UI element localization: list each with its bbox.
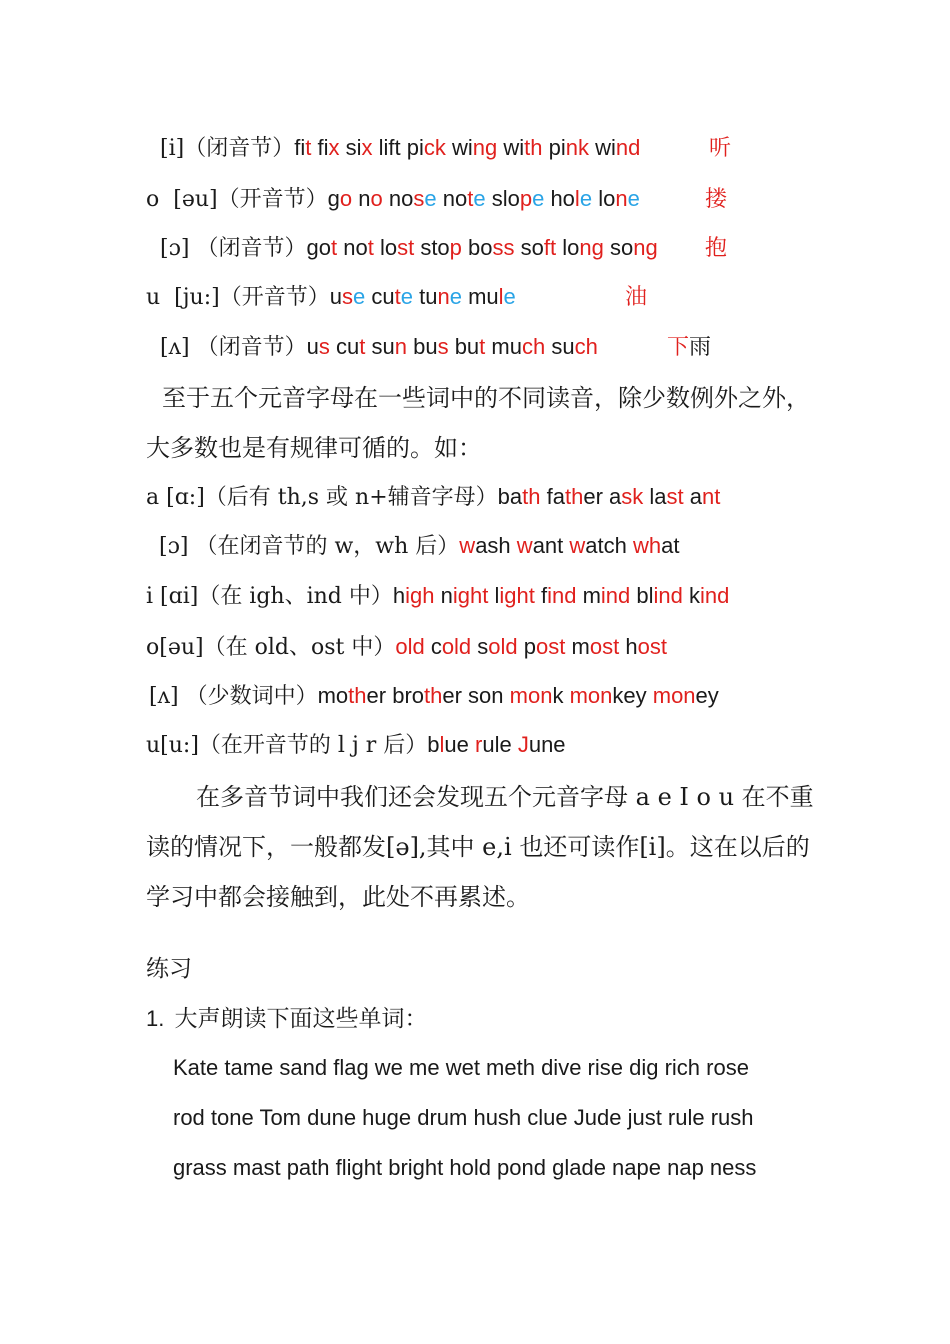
special-word-part: w bbox=[569, 533, 586, 558]
rule-line-o bbox=[146, 184, 640, 215]
special-word-part: a bbox=[689, 484, 703, 509]
rule-word-part: th bbox=[524, 135, 543, 160]
rule-line-u bbox=[146, 282, 516, 313]
special-word bbox=[570, 683, 647, 708]
special-word-part: wh bbox=[633, 533, 662, 558]
special-word-part: ba bbox=[497, 484, 523, 509]
special-word bbox=[459, 533, 510, 558]
rule-word bbox=[330, 284, 366, 309]
rule-word-part: x bbox=[328, 135, 340, 160]
special-label: i [ɑi]（在 igh、ind 中） bbox=[146, 584, 393, 609]
rule-word bbox=[419, 284, 462, 309]
rule-word-part: t bbox=[467, 186, 474, 211]
rule-word-part: st bbox=[397, 235, 415, 260]
special-word-part: th bbox=[522, 484, 541, 509]
special-label: o[əu]（在 old、ost 中） bbox=[146, 635, 396, 660]
special-word bbox=[636, 583, 682, 608]
special-word bbox=[541, 583, 576, 608]
special-word-part: er bbox=[366, 683, 387, 708]
rule-word-part: lo bbox=[598, 186, 616, 211]
special-word bbox=[431, 634, 471, 659]
rule-word-part: s bbox=[437, 334, 449, 359]
special-word-part: ost bbox=[589, 634, 620, 659]
rule-word bbox=[521, 235, 556, 260]
special-word-part: sk bbox=[621, 484, 644, 509]
special-word-part: c bbox=[430, 634, 442, 659]
special-word-part: th bbox=[424, 683, 443, 708]
rule-word-part: e bbox=[449, 284, 462, 309]
special-word-part: old bbox=[441, 634, 472, 659]
rule-word-part: ss bbox=[492, 235, 515, 260]
rule-word-part: slo bbox=[491, 186, 520, 211]
special-word bbox=[494, 583, 534, 608]
rule-word bbox=[598, 186, 640, 211]
special-word-part: th bbox=[564, 484, 584, 509]
rule-word-part: cu bbox=[371, 284, 395, 309]
special-word-part: nt bbox=[702, 484, 721, 509]
rule-note-short-u-tail: 雨 bbox=[689, 334, 712, 359]
special-word-part: ost bbox=[637, 634, 667, 659]
rule-word-part: o bbox=[339, 186, 353, 211]
special-word-part: igh bbox=[405, 583, 435, 608]
rule-word-part: bu bbox=[413, 334, 438, 359]
rule-word-part: e bbox=[400, 284, 413, 309]
special-word-part: th bbox=[348, 683, 367, 708]
rule-note-short-o: 抱 bbox=[705, 235, 728, 260]
special-word bbox=[498, 484, 541, 509]
rule-word-part: ch bbox=[521, 334, 546, 359]
rule-word-part: fi bbox=[317, 135, 329, 160]
rule-word-part: p bbox=[519, 186, 533, 211]
special-word bbox=[690, 484, 721, 509]
special-word-part: key bbox=[612, 683, 647, 708]
special-word-part: h bbox=[392, 583, 406, 608]
special-word-part: ind bbox=[547, 583, 577, 608]
rule-word-part: go bbox=[306, 235, 331, 260]
exercise-heading: 练习 bbox=[146, 956, 192, 982]
special-line-o-w bbox=[152, 531, 680, 562]
special-word-part: bl bbox=[636, 583, 654, 608]
special-word-part: old bbox=[488, 634, 518, 659]
special-word-part: J bbox=[517, 732, 529, 757]
special-word-part: a bbox=[609, 484, 622, 509]
rule-word-part: pi bbox=[548, 135, 566, 160]
special-word bbox=[649, 484, 683, 509]
special-word bbox=[518, 732, 566, 757]
special-word-part: w bbox=[516, 533, 533, 558]
rule-word-part: fi bbox=[294, 135, 306, 160]
rule-word-part: mu bbox=[468, 284, 499, 309]
rule-word bbox=[346, 135, 373, 160]
rule-word bbox=[371, 334, 407, 359]
rule-word bbox=[380, 235, 414, 260]
exercise-words-line-1: Kate tame sand flag we me wet meth dive rise dig rich rose bbox=[173, 1055, 749, 1080]
special-word bbox=[653, 683, 719, 708]
rule-word-part: e bbox=[503, 284, 516, 309]
rule-word bbox=[443, 186, 486, 211]
rule-word-part: cu bbox=[335, 334, 360, 359]
rule-word-part: si bbox=[345, 135, 362, 160]
special-word-part: m bbox=[571, 634, 590, 659]
rule-word bbox=[307, 334, 330, 359]
special-word bbox=[468, 683, 503, 708]
rule-word-part: lo bbox=[379, 235, 398, 260]
rule-label: [ʌ] （闭音节） bbox=[146, 335, 307, 360]
special-word bbox=[510, 683, 564, 708]
special-label: [ɔ] （在闭音节的 w，wh 后） bbox=[152, 534, 460, 559]
special-word-part: er bbox=[442, 683, 462, 708]
special-word bbox=[395, 634, 424, 659]
rule-word-part: e bbox=[579, 186, 593, 211]
special-word bbox=[572, 634, 620, 659]
rule-word bbox=[407, 135, 446, 160]
rule-word-part: g bbox=[327, 186, 340, 211]
rule-word-part: e bbox=[532, 186, 545, 211]
rule-word bbox=[562, 235, 604, 260]
rule-word bbox=[468, 235, 514, 260]
special-word bbox=[477, 634, 517, 659]
rule-label: [i]（闭音节） bbox=[146, 136, 295, 161]
special-line-a bbox=[146, 482, 720, 513]
rule-word-part: o bbox=[370, 186, 383, 211]
rule-word bbox=[420, 235, 462, 260]
special-word bbox=[318, 683, 386, 708]
rule-word bbox=[317, 135, 339, 160]
rule-note-short-u-red: 下 bbox=[667, 334, 690, 359]
rule-word-part: lo bbox=[562, 235, 580, 260]
rule-word-part: tu bbox=[419, 284, 438, 309]
special-word-part: s bbox=[477, 634, 489, 659]
special-word bbox=[547, 484, 603, 509]
rule-word-part: su bbox=[551, 334, 575, 359]
rule-word-part: bo bbox=[468, 235, 493, 260]
rule-word bbox=[492, 186, 545, 211]
rule-word bbox=[610, 235, 658, 260]
exercise-item-number: 1. bbox=[146, 1006, 165, 1031]
rule-word bbox=[503, 135, 542, 160]
rule-word bbox=[336, 334, 365, 359]
rule-word-part: su bbox=[371, 334, 395, 359]
special-word-part: ey bbox=[695, 683, 719, 708]
rule-note-i: 听 bbox=[709, 135, 732, 160]
special-label: a [ɑ:]（后有 th,s 或 n+辅音字母） bbox=[146, 485, 498, 510]
special-word-part: mo bbox=[317, 683, 349, 708]
special-word-part: r bbox=[475, 732, 483, 757]
rule-word-part: ft bbox=[543, 235, 557, 260]
rule-word-part: nd bbox=[615, 135, 641, 160]
rule-word-part: sto bbox=[420, 235, 450, 260]
rule-word-part: wi bbox=[595, 135, 616, 160]
rule-line-i bbox=[146, 133, 640, 164]
special-word-part: la bbox=[649, 484, 667, 509]
special-word-part: l bbox=[494, 583, 500, 608]
rule-word bbox=[371, 284, 413, 309]
special-word-part: k bbox=[552, 683, 564, 708]
rule-label: u [ju:]（开音节） bbox=[146, 285, 330, 310]
special-word-part: mon bbox=[509, 683, 553, 708]
special-line-i-igh bbox=[146, 581, 729, 612]
rule-word bbox=[294, 135, 311, 160]
special-word-part: ind bbox=[600, 583, 631, 608]
rule-word-part: t bbox=[479, 334, 486, 359]
rule-word-part: l bbox=[574, 186, 580, 211]
rule-label: o [əu]（开音节） bbox=[146, 187, 328, 212]
exercise-words-line-2: rod tone Tom dune huge drum hush clue Jude just rule rush bbox=[173, 1105, 754, 1130]
rule-word-part: nk bbox=[565, 135, 589, 160]
rule-word-part: n bbox=[394, 334, 407, 359]
special-word-part: ight bbox=[499, 583, 535, 608]
rule-word-part: wi bbox=[451, 135, 473, 160]
special-word bbox=[609, 484, 643, 509]
special-word-part: ash bbox=[475, 533, 511, 558]
rule-word-part: n bbox=[437, 284, 450, 309]
special-word-part: une bbox=[528, 732, 566, 757]
rule-word-part: so bbox=[520, 235, 544, 260]
rule-word-part: lift bbox=[378, 135, 401, 160]
rule-word-part: t bbox=[394, 284, 401, 309]
closing-paragraph: 在多音节词中我们还会发现五个元音字母 a e I o u 在不重读的情况下，一般都发[ə],其中 e,i 也还可读作[i]。这在以后的学习中都会接触到，此处不再累述。 bbox=[146, 783, 814, 911]
rule-word-part: pi bbox=[406, 135, 424, 160]
rule-word-part: n bbox=[615, 186, 628, 211]
rule-word bbox=[595, 135, 640, 160]
special-word bbox=[392, 683, 462, 708]
special-word-part: mon bbox=[652, 683, 696, 708]
rule-word bbox=[455, 334, 486, 359]
special-word bbox=[524, 634, 566, 659]
special-word-part: old bbox=[395, 634, 425, 659]
rule-word-part: e bbox=[627, 186, 640, 211]
rule-word bbox=[328, 186, 353, 211]
rule-word bbox=[389, 186, 437, 211]
exercise-words-line-3: grass mast path flight bright hold pond glade nape nap ness bbox=[173, 1155, 757, 1180]
special-line-short-u bbox=[149, 681, 719, 712]
rule-word-part: wi bbox=[503, 135, 525, 160]
special-word-part: son bbox=[468, 683, 504, 708]
rule-word bbox=[491, 334, 545, 359]
rule-word-part: t bbox=[367, 235, 374, 260]
rule-line-short-o bbox=[146, 233, 658, 264]
rule-word bbox=[413, 334, 448, 359]
rule-note-u: 油 bbox=[625, 284, 648, 309]
rule-word bbox=[358, 186, 383, 211]
special-word-part: k bbox=[689, 583, 701, 608]
special-line-o-old bbox=[146, 632, 667, 663]
special-word bbox=[427, 732, 469, 757]
special-word-part: p bbox=[523, 634, 537, 659]
special-word-part: ind bbox=[653, 583, 683, 608]
rule-word-part: ng bbox=[472, 135, 498, 160]
special-word-part: ant bbox=[532, 533, 564, 558]
special-word-part: st bbox=[666, 484, 684, 509]
exercise-item-text: 大声朗读下面这些单词： bbox=[174, 1006, 428, 1032]
rule-word-part: t bbox=[359, 334, 366, 359]
special-word bbox=[569, 533, 626, 558]
special-word-part: er bbox=[583, 484, 603, 509]
special-word bbox=[475, 732, 512, 757]
rule-word-part: e bbox=[424, 186, 437, 211]
rule-word bbox=[550, 186, 592, 211]
rule-word-part: no bbox=[343, 235, 368, 260]
special-word-part: ight bbox=[452, 583, 489, 608]
special-label: [ʌ] （少数词中） bbox=[149, 684, 318, 709]
rule-word bbox=[468, 284, 516, 309]
rule-word-part: bu bbox=[454, 334, 480, 359]
special-word-part: ost bbox=[536, 634, 566, 659]
special-word bbox=[393, 583, 435, 608]
rule-line-short-u bbox=[146, 332, 598, 363]
special-word bbox=[517, 533, 563, 558]
special-word-part: ule bbox=[482, 732, 512, 757]
rule-word-part: u bbox=[329, 284, 342, 309]
rule-word-part: mu bbox=[491, 334, 522, 359]
rule-word-part: n bbox=[358, 186, 371, 211]
special-word-part: l bbox=[439, 732, 445, 757]
rule-word bbox=[306, 235, 337, 260]
special-word-part: h bbox=[625, 634, 638, 659]
rule-word-part: t bbox=[330, 235, 338, 260]
special-label: u[u:]（在开音节的 l j r 后） bbox=[146, 733, 428, 758]
rule-word-part: no bbox=[442, 186, 468, 211]
special-word-part: ind bbox=[700, 583, 730, 608]
special-word-part: m bbox=[582, 583, 601, 608]
rule-word bbox=[343, 235, 374, 260]
rule-label: [ɔ] （闭音节） bbox=[146, 236, 307, 261]
rule-word bbox=[549, 135, 589, 160]
special-word-part: b bbox=[427, 732, 440, 757]
special-word-part: f bbox=[540, 583, 548, 608]
special-word-part: ue bbox=[444, 732, 469, 757]
rule-word-part: ho bbox=[550, 186, 575, 211]
rule-word-part: s bbox=[318, 334, 330, 359]
rule-note-short-u bbox=[667, 332, 711, 362]
rule-word-part: l bbox=[498, 284, 504, 309]
special-word bbox=[583, 583, 631, 608]
rule-word-part: ng bbox=[633, 235, 658, 260]
rule-word-part: u bbox=[306, 334, 319, 359]
special-line-u-long bbox=[146, 730, 566, 761]
special-word-part: n bbox=[440, 583, 453, 608]
special-word-part: at bbox=[661, 533, 680, 558]
rule-word bbox=[452, 135, 497, 160]
rule-word-part: e bbox=[352, 284, 366, 309]
special-word-part: mon bbox=[569, 683, 613, 708]
intro-paragraph: 至于五个元音字母在一些词中的不同读音，除少数例外之外，大多数也是有规律可循的。如： bbox=[146, 384, 810, 462]
rule-word-part: ck bbox=[423, 135, 446, 160]
exercise-item-1 bbox=[146, 1004, 427, 1034]
rule-word-part: x bbox=[361, 135, 373, 160]
rule-word-part: t bbox=[305, 135, 312, 160]
rule-word-part: ng bbox=[579, 235, 604, 260]
special-word bbox=[625, 634, 667, 659]
rule-word-part: s bbox=[413, 186, 425, 211]
special-word-part: atch bbox=[585, 533, 627, 558]
rule-word bbox=[551, 334, 598, 359]
special-word-part: w bbox=[459, 533, 476, 558]
rule-word-part: so bbox=[610, 235, 634, 260]
special-word bbox=[633, 533, 679, 558]
rule-word bbox=[379, 135, 401, 160]
rule-note-o: 搂 bbox=[705, 186, 728, 211]
rule-word-part: no bbox=[388, 186, 414, 211]
special-word bbox=[689, 583, 729, 608]
special-word bbox=[441, 583, 489, 608]
rule-word-part: e bbox=[473, 186, 486, 211]
special-word-part: fa bbox=[546, 484, 565, 509]
rule-word-part: ch bbox=[574, 334, 598, 359]
rule-word-part: p bbox=[449, 235, 462, 260]
special-word-part: bro bbox=[392, 683, 424, 708]
rule-word-part: s bbox=[341, 284, 353, 309]
